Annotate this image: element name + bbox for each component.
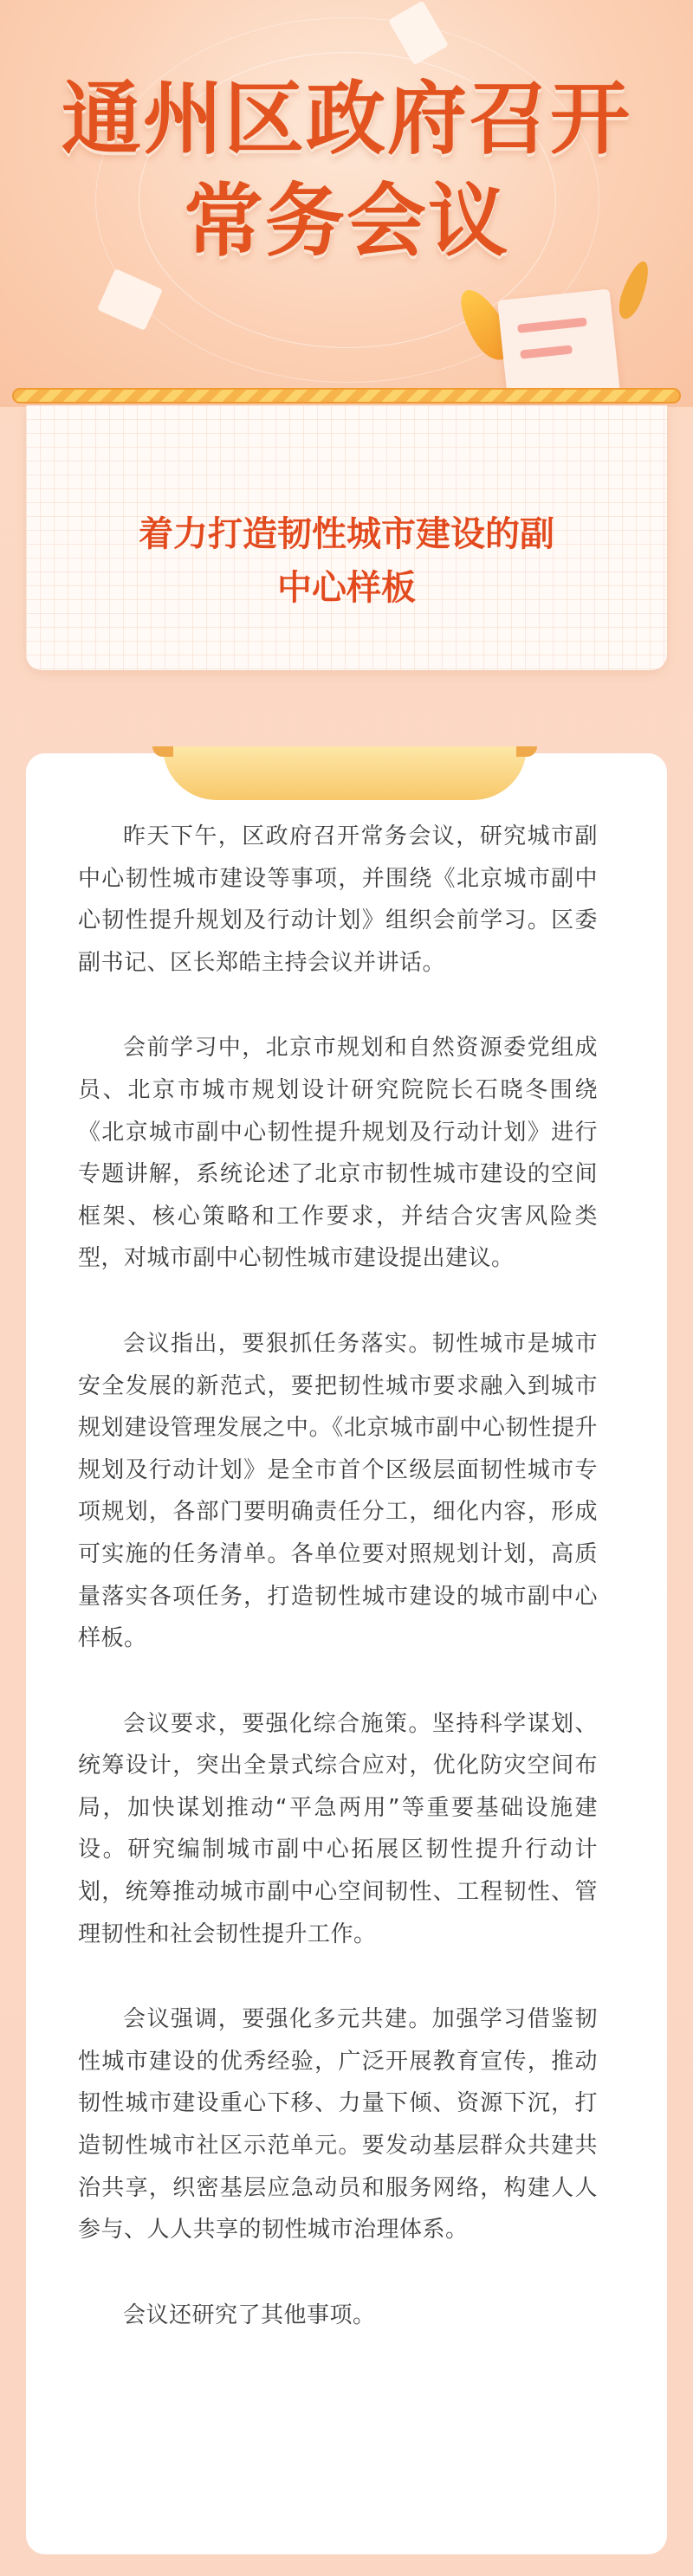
page-title [0,68,693,272]
paragraph: 会议强调，要强化多元共建。加强学习借鉴韧性城市建设的优秀经验，广泛开展教育宣传，推动韧性城市建设重心下移、力量下倾、资源下沉，打造韧性城市社区示范单元。要发动基层群众共建共治共享，织密基层应急动员和服务网络，构建人人参与、人人共享的韧性城市治理体系。 [78,2006,598,2244]
paragraph: 会议指出，要狠抓任务落实。韧性城市是城市安全发展的新范式，要把韧性城市要求融入到城市规划建设管理发展之中。《北京城市副中心韧性提升规划及行动计划》是全市首个区级层面韧性城市专项规划，各部门要明确责任分工，细化内容，形成可实施的任务清单。各单位要对照规划计划，高质量落实各项任务，打造韧性城市建设的城市副中心样板。 [78,1330,598,1652]
card-tab-decoration [163,746,527,800]
article-card [26,753,667,2554]
article-body [78,816,598,2379]
hero-banner [0,0,693,407]
paragraph: 会前学习中，北京市规划和自然资源委党组成员、北京市城市规划设计研究院院长石晓冬围绕《北京城市副中心韧性提升规划及行动计划》进行专题讲解，系统论述了北京市韧性城市建设的空间框架、核心策略和工作要求，并结合灾害风险类型，对城市副中心韧性城市建设提出建议。 [78,1035,598,1272]
subtitle-line-1: 着力打造韧性城市建设的副 [139,514,554,554]
paragraph: 会议要求，要强化综合施策。坚持科学谋划、统筹设计，突出全景式综合应对，优化防灾空间布局，加快谋划推动“平急两用”等重要基础设施建设。研究编制城市副中心拓展区韧性提升行动计划，统筹推动城市副中心空间韧性、工程韧性、管理韧性和社会韧性提升工作。 [78,1710,598,1947]
title-line-1: 通州区政府召开 [61,72,631,165]
subtitle-line-2: 中心样板 [277,568,416,608]
title-line-2: 常务会议 [183,174,509,268]
document-icon [497,289,620,404]
paragraph: 昨天下午，区政府召开常务会议，研究城市副中心韧性城市建设等事项，并围绕《北京城市副中心韧性提升规划及行动计划》组织会前学习。区委副书记、区长郑皓主持会议并讲话。 [78,823,598,976]
paragraph: 会议还研究了其他事项。 [123,2302,376,2328]
article-subtitle [61,507,632,615]
subtitle-card [26,405,667,670]
striped-ribbon [12,388,681,404]
